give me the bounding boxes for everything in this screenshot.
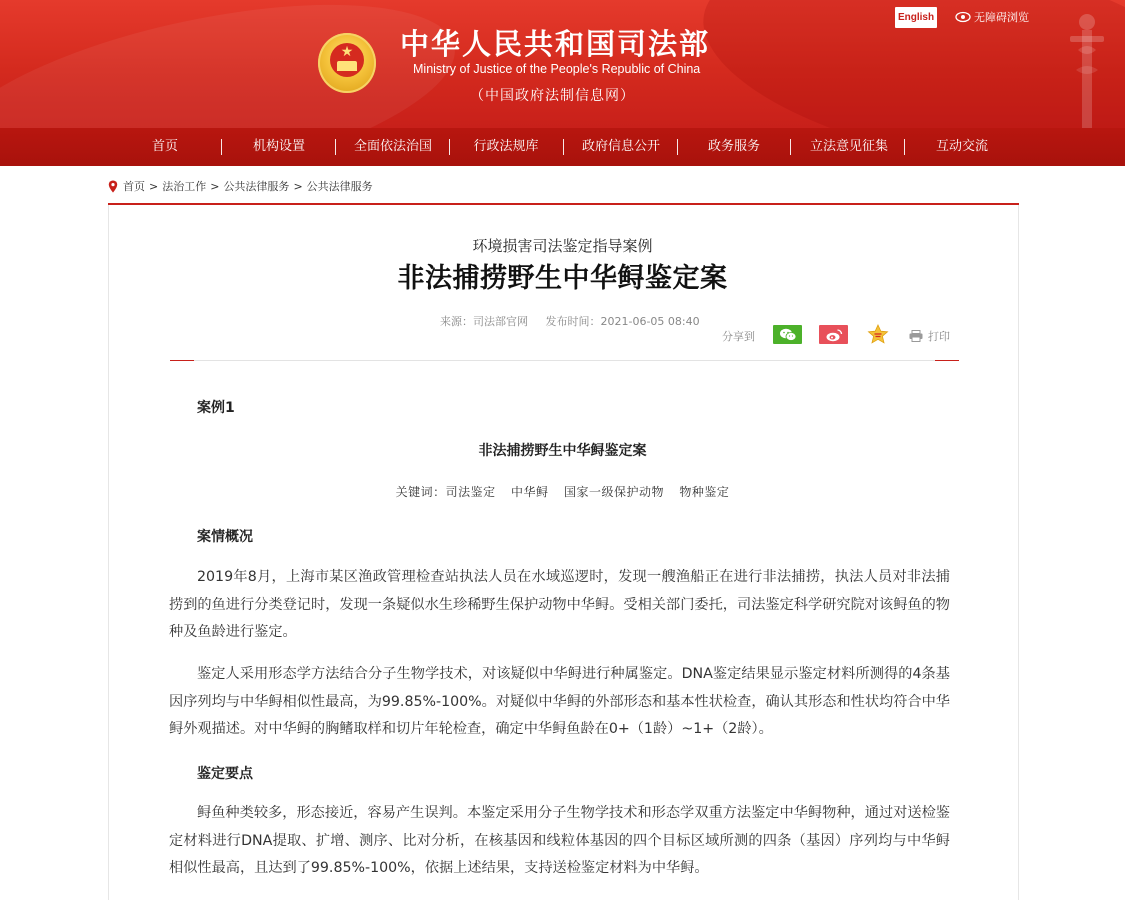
nav-item-rule-of-law[interactable]: 全面依法治国 — [353, 139, 432, 154]
section-heading-overview: 案情概况 — [197, 529, 253, 545]
nav-item-legislation-feedback[interactable]: 立法意见征集 — [809, 139, 888, 154]
site-title-english: Ministry of Justice of the People's Republic of China — [413, 62, 701, 76]
article-publish-time: 发布时间：2021-06-05 08:40 — [545, 315, 700, 328]
nav-separator — [449, 139, 450, 155]
share-label: 分享到 — [722, 330, 755, 343]
favorite-star-icon[interactable] — [867, 324, 889, 344]
breadcrumb — [108, 177, 373, 195]
body-paragraph: 2019年8月，上海市某区渔政管理检查站执法人员在水域巡逻时，发现一艘渔船正在进行非法捕捞，执法人员对非法捕捞到的鱼进行分类登记时，发现一条疑似水生珍稀野生保护动物中华鲟。受相关部门委托，司法鉴定科学研究院对该鲟鱼的物种及鱼龄进行鉴定。 — [169, 569, 950, 640]
weibo-icon — [825, 328, 843, 342]
nav-separator — [904, 139, 905, 155]
nav-separator — [677, 139, 678, 155]
site-title[interactable]: 中华人民共和国司法部 — [400, 27, 711, 61]
body-paragraph: 鉴定人采用形态学方法结合分子生物学技术，对该疑似中华鲟进行种属鉴定。DNA鉴定结果显示鉴定材料所测得的4条基因序列均与中华鲟相似性最高，为99.85%-100%。对疑似中华鲟的外部形态和基本性状检查，确认其形态和性状均符合中华鲟外观描述。对中华鲟的胸鳍取样和切片年轮检查，确定中华鲟鱼龄在0+（1龄）~1+（2龄）。 — [169, 666, 950, 737]
national-emblem-icon[interactable]: ★ — [318, 33, 376, 93]
wechat-icon — [779, 328, 797, 342]
case-label: 案例1 — [197, 400, 235, 416]
site-header — [0, 0, 1125, 128]
share-weibo-button[interactable] — [819, 325, 848, 344]
nav-separator — [790, 139, 791, 155]
meta-divider-accent — [170, 360, 194, 361]
breadcrumb-separator: > — [149, 179, 159, 193]
breadcrumb-item-legal-work[interactable]: 法治工作 — [162, 180, 207, 193]
case-subtitle: 非法捕捞野生中华鲟鉴定案 — [478, 443, 647, 459]
site-subtitle: （中国政府法制信息网） — [470, 88, 635, 104]
nav-item-info-disclosure[interactable]: 政府信息公开 — [581, 139, 660, 154]
printer-icon — [909, 330, 923, 342]
accessibility-link[interactable] — [955, 9, 1029, 25]
nav-item-services[interactable]: 政务服务 — [707, 139, 760, 154]
breadcrumb-item-current[interactable]: 公共法律服务 — [306, 180, 373, 193]
nav-separator — [563, 139, 564, 155]
nav-separator — [335, 139, 336, 155]
meta-divider — [170, 360, 959, 361]
accessibility-label: 无障碍浏览 — [974, 11, 1029, 24]
meta-divider-accent — [935, 360, 959, 361]
nav-item-regulations[interactable]: 行政法规库 — [473, 139, 539, 154]
print-label: 打印 — [928, 330, 950, 343]
eye-icon — [955, 11, 971, 23]
breadcrumb-separator: > — [210, 179, 220, 193]
english-version-button[interactable]: English — [895, 7, 937, 28]
nav-separator — [221, 139, 222, 155]
article-title: 非法捕捞野生中华鲟鉴定案 — [397, 263, 728, 294]
huabiao-pillar-icon — [1062, 0, 1112, 128]
nav-item-interaction[interactable]: 互动交流 — [935, 139, 988, 154]
breadcrumb-item-public-legal-service[interactable]: 公共法律服务 — [223, 180, 290, 193]
nav-item-organization[interactable]: 机构设置 — [252, 139, 305, 154]
section-heading-key-points: 鉴定要点 — [197, 766, 253, 782]
body-paragraph: 鲟鱼种类较多，形态接近，容易产生误判。本鉴定采用分子生物学技术和形态学双重方法鉴定中华鲟物种，通过对送检鉴定材料进行DNA提取、扩增、测序、比对分析，在核基因和线粒体基因的四个目标区域所测的四条（基因）序列均与中华鲟相似性最高，且达到了99.85%-100%，依据上述结果，支持送检鉴定材料为中华鲟。 — [169, 805, 950, 876]
breadcrumb-separator: > — [293, 179, 303, 193]
main-nav — [0, 128, 1125, 166]
nav-item-home[interactable]: 首页 — [151, 139, 178, 154]
share-wechat-button[interactable] — [773, 325, 802, 344]
article-card — [108, 205, 1019, 900]
article-keywords: 关键词：司法鉴定 中华鲟 国家一级保护动物 物种鉴定 — [395, 485, 730, 499]
breadcrumb-item-home[interactable]: 首页 — [123, 180, 145, 193]
header-decoration — [0, 0, 471, 128]
print-button[interactable] — [909, 328, 950, 344]
location-pin-icon — [108, 180, 118, 193]
article-meta — [440, 313, 714, 329]
article-series: 环境损害司法鉴定指导案例 — [472, 237, 653, 255]
article-source: 来源：司法部官网 — [440, 315, 528, 328]
